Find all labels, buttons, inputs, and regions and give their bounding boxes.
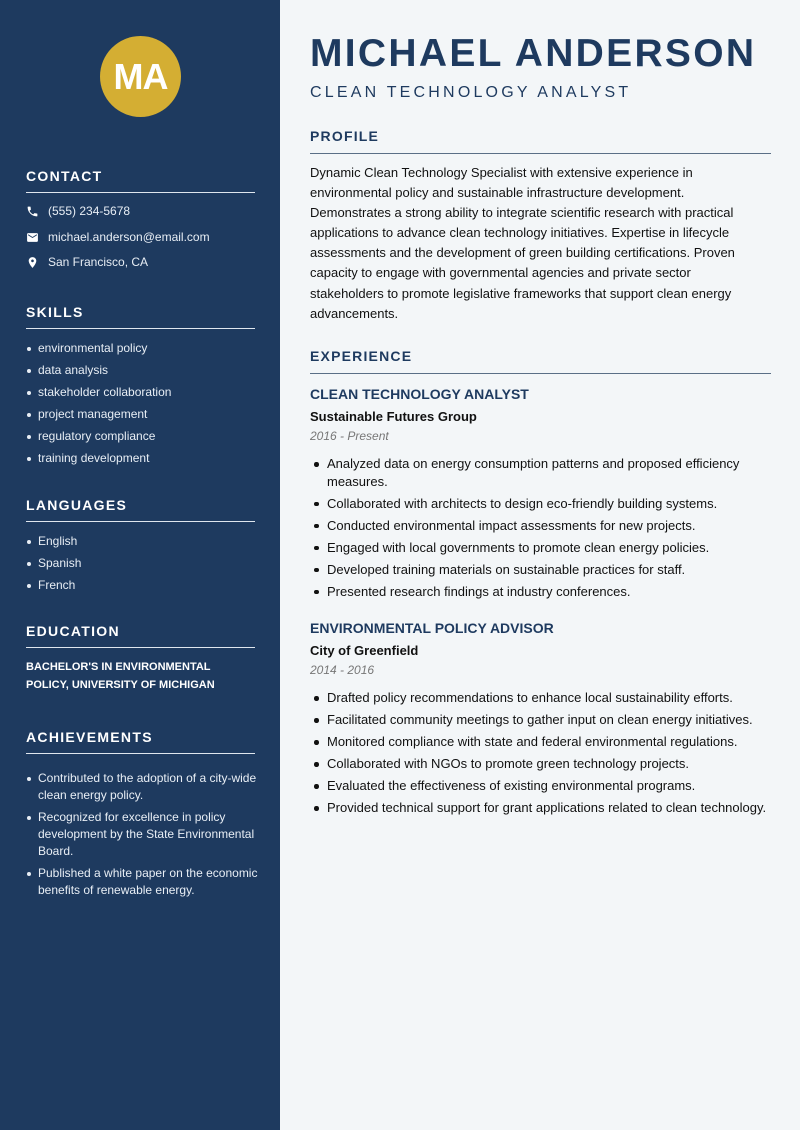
job-bullet: Facilitated community meetings to gather input on clean energy initiatives. <box>310 711 772 729</box>
job-bullet: Drafted policy recommendations to enhance local sustainability efforts. <box>310 689 772 707</box>
email-text: michael.anderson@email.com <box>48 230 210 244</box>
language-item: French <box>26 577 258 594</box>
candidate-title: CLEAN TECHNOLOGY ANALYST <box>310 84 632 101</box>
job-dates: 2014 - 2016 <box>310 663 375 677</box>
job-entry <box>310 386 772 605</box>
languages-list <box>26 533 258 599</box>
contact-heading: CONTACT <box>26 168 255 193</box>
job-bullets <box>310 689 772 817</box>
language-item: English <box>26 533 258 550</box>
job-bullet: Conducted environmental impact assessments for new projects. <box>310 517 772 535</box>
achievement-item: Published a white paper on the economic benefits of renewable energy. <box>26 865 258 899</box>
job-bullet: Collaborated with NGOs to promote green technology projects. <box>310 755 772 773</box>
contact-email <box>26 230 210 244</box>
job-bullet: Presented research findings at industry conferences. <box>310 583 772 601</box>
achievements-list <box>26 770 258 904</box>
job-title: ENVIRONMENTAL POLICY ADVISOR <box>310 620 554 636</box>
phone-text: (555) 234-5678 <box>48 204 131 218</box>
contact-phone <box>26 204 130 218</box>
job-company: City of Greenfield <box>310 643 419 658</box>
job-bullet: Engaged with local governments to promote clean energy policies. <box>310 539 772 557</box>
skill-item: project management <box>26 406 258 423</box>
skills-list <box>26 340 258 472</box>
education-heading: EDUCATION <box>26 623 255 648</box>
profile-heading: PROFILE <box>310 128 771 154</box>
job-entry <box>310 620 772 821</box>
job-bullet: Provided technical support for grant applications related to clean technology. <box>310 799 772 817</box>
sidebar <box>0 0 280 1130</box>
skill-item: environmental policy <box>26 340 258 357</box>
languages-heading: LANGUAGES <box>26 497 255 522</box>
email-icon <box>26 231 39 244</box>
skill-item: regulatory compliance <box>26 428 258 445</box>
job-bullet: Evaluated the effectiveness of existing environmental programs. <box>310 777 772 795</box>
profile-text: Dynamic Clean Technology Specialist with extensive experience in environmental policy and sustainable infrastructure development. Demonstrates a strong ability to integrate scientific research with practical applications to advance clean technology initiatives. Expertise in lifecycle assessments and the development of green building certifications. Proven capacity to engage with governmental agencies and private sector stakeholders to promote legislative frameworks that support clean energy advancements. <box>310 165 735 321</box>
job-dates: 2016 - Present <box>310 429 389 443</box>
achievement-item: Recognized for excellence in policy development by the State Environmental Board. <box>26 809 258 860</box>
achievement-item: Contributed to the adoption of a city-wide clean energy policy. <box>26 770 258 804</box>
experience-heading: EXPERIENCE <box>310 348 771 374</box>
contact-location <box>26 255 148 269</box>
candidate-name: MICHAEL ANDERSON <box>310 32 757 75</box>
job-bullet: Monitored compliance with state and federal environmental regulations. <box>310 733 772 751</box>
job-company: Sustainable Futures Group <box>310 409 477 424</box>
location-icon <box>26 256 39 269</box>
job-bullet: Developed training materials on sustainable practices for staff. <box>310 561 772 579</box>
phone-icon <box>26 205 39 218</box>
job-bullet: Analyzed data on energy consumption patterns and proposed efficiency measures. <box>310 455 772 490</box>
job-title: CLEAN TECHNOLOGY ANALYST <box>310 386 529 402</box>
skill-item: training development <box>26 450 258 467</box>
education-degree: BACHELOR'S IN ENVIRONMENTAL POLICY, UNIVERSITY OF MICHIGAN <box>26 661 215 691</box>
skills-heading: SKILLS <box>26 304 255 329</box>
avatar: MA <box>100 36 181 117</box>
location-text: San Francisco, CA <box>48 255 149 269</box>
achievements-heading: ACHIEVEMENTS <box>26 729 255 754</box>
skill-item: data analysis <box>26 362 258 379</box>
job-bullet: Collaborated with architects to design eco-friendly building systems. <box>310 495 772 513</box>
job-bullets <box>310 455 772 600</box>
skill-item: stakeholder collaboration <box>26 384 258 401</box>
language-item: Spanish <box>26 555 258 572</box>
